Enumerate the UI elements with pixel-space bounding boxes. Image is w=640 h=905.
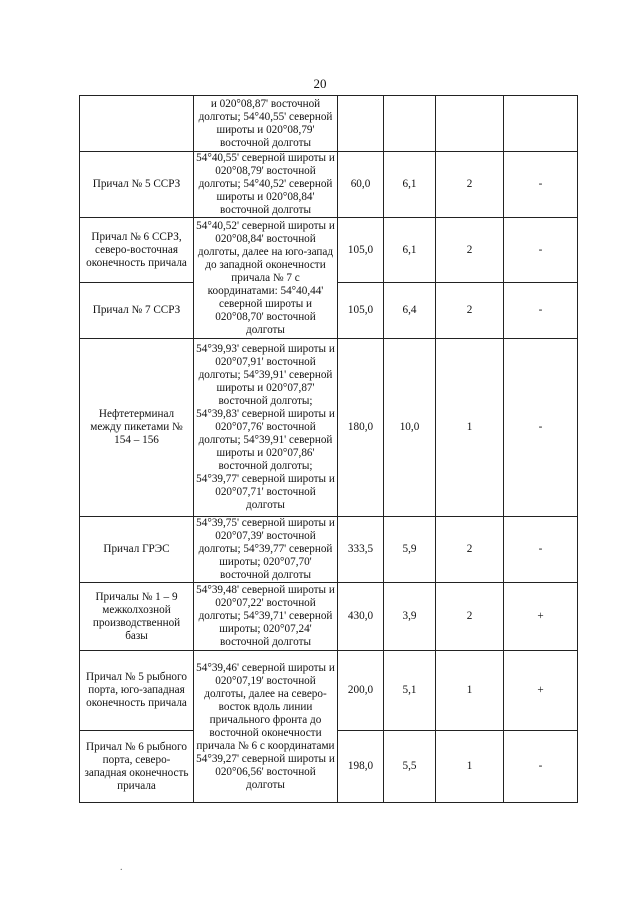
depth-cell: 5,9 [384,517,436,583]
berth-coordinates-table [79,95,578,803]
mark-cell: - [504,283,578,339]
depth-cell: 3,9 [384,583,436,651]
category-cell: 2 [436,218,504,283]
coordinates-cell: и 020°08,87' восточной долготы; 54°40,55' северной широты и 020°08,79' восточной долготы [194,96,338,152]
category-cell: 1 [436,339,504,517]
length-cell: 200,0 [338,651,384,731]
coordinates-cell: 54°39,93' северной широты и 020°07,91' восточной долготы; 54°39,91' северной широты и 020°07,87' восточной долготы; 54°39,83' северной широты и 020°07,76' восточной долготы; 54°39,91' северной широты и 020°07,86' восточной долготы; 54°39,77' северной широты и 020°07,71' восточной долготы [194,339,338,517]
page-number: 20 [313,76,327,91]
berth-name-cell: Нефтетерминал между пикетами № 154 – 156 [80,339,194,517]
length-cell: 430,0 [338,583,384,651]
category-cell: 2 [436,152,504,218]
table-row [80,339,578,517]
length-cell: 60,0 [338,152,384,218]
berth-name-cell: Причал № 6 ССРЗ, северо-восточная оконечность причала [80,218,194,283]
mark-cell: - [504,339,578,517]
berth-name-cell: Причал ГРЭС [80,517,194,583]
length-cell [338,96,384,152]
category-cell: 2 [436,283,504,339]
length-cell: 105,0 [338,218,384,283]
category-cell [436,96,504,152]
length-cell: 333,5 [338,517,384,583]
category-cell: 2 [436,583,504,651]
berth-name-cell: Причал № 5 ССРЗ [80,152,194,218]
table-row [80,651,578,731]
mark-cell [504,96,578,152]
depth-cell [384,96,436,152]
table-row [80,583,578,651]
table-row [80,152,578,218]
table-row [80,218,578,283]
mark-cell: - [504,731,578,803]
depth-cell: 5,5 [384,731,436,803]
length-cell: 105,0 [338,283,384,339]
coordinates-cell-merged: 54°39,46' северной широты и 020°07,19' восточной долготы, далее на северо-восток вдоль линии причального фронта до восточной оконечности причала № 6 с координатами 54°39,27' северной широты и 020°06,56' восточной долготы [194,651,338,803]
mark-cell: - [504,517,578,583]
coordinates-cell: 54°40,55' северной широты и 020°08,79' восточной долготы; 54°40,52' северной широты и 020°08,84' восточной долготы [194,152,338,218]
berth-name-cell: Причалы № 1 – 9 межколхозной производственной базы [80,583,194,651]
depth-cell: 6,4 [384,283,436,339]
scan-speck: . [120,862,123,873]
mark-cell: + [504,583,578,651]
mark-cell: - [504,218,578,283]
berth-name-cell: Причал № 5 рыбного порта, юго-западная оконечность причала [80,651,194,731]
table-row [80,96,578,152]
coordinates-cell: 54°39,75' северной широты и 020°07,39' восточной долготы; 54°39,77' северной широты; 020°07,70' восточной долготы [194,517,338,583]
category-cell: 2 [436,517,504,583]
mark-cell: - [504,152,578,218]
depth-cell: 6,1 [384,152,436,218]
berth-name-cell: Причал № 7 ССРЗ [80,283,194,339]
depth-cell: 5,1 [384,651,436,731]
depth-cell: 10,0 [384,339,436,517]
coordinates-cell: 54°39,48' северной широты и 020°07,22' восточной долготы; 54°39,71' северной широты; 020°07,24' восточной долготы [194,583,338,651]
length-cell: 180,0 [338,339,384,517]
depth-cell: 6,1 [384,218,436,283]
mark-cell: + [504,651,578,731]
category-cell: 1 [436,731,504,803]
length-cell: 198,0 [338,731,384,803]
coordinates-cell-merged: 54°40,52' северной широты и 020°08,84' восточной долготы, далее на юго-запад до западной оконечности причала № 7 с координатами: 54°40,44' северной широты и 020°08,70' восточной долготы [194,218,338,339]
berth-name-cell [80,96,194,152]
category-cell: 1 [436,651,504,731]
table-row [80,517,578,583]
berth-name-cell: Причал № 6 рыбного порта, северо-западная оконечность причала [80,731,194,803]
